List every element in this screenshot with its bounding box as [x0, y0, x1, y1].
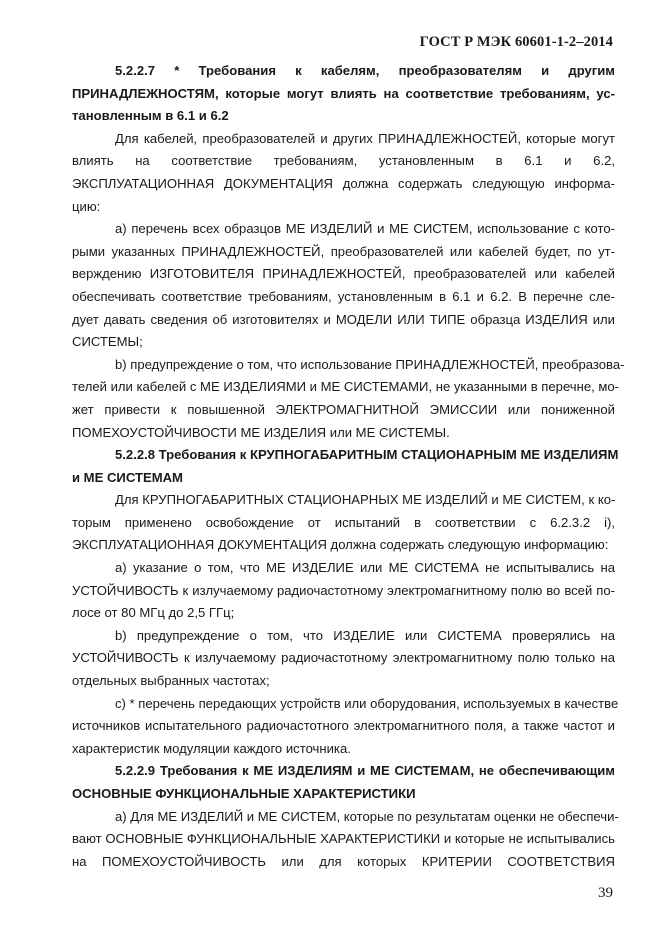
text-line: обеспечивать соответствие требованиям, установленным в 6.1 и 6.2. В перечне сле- — [72, 288, 615, 304]
paragraph — [72, 557, 615, 625]
text-line: телей или кабелей с МЕ ИЗДЕЛИЯМИ и МЕ СИСТЕМАМИ, не указанными в перечне, мо- — [72, 379, 620, 395]
text-line: дует давать сведения об изготовителях и МОДЕЛИ ИЛИ ТИПЕ образца ИЗДЕЛИЯ или — [72, 311, 615, 327]
text-line: цию: — [72, 198, 101, 214]
text-line: отдельных выбранных частотах; — [72, 673, 270, 689]
paragraph — [72, 354, 625, 444]
text-line: a) Для МЕ ИЗДЕЛИЙ и МЕ СИСТЕМ, которые по результатам оценки не обеспечи- — [115, 808, 619, 824]
text-line: 5.2.2.9 Требования к МЕ ИЗДЕЛИЯМ и МЕ СИСТЕМАМ, не обеспечивающим — [115, 763, 615, 779]
paragraph — [72, 625, 615, 693]
text-line: 5.2.2.8 Требования к КРУПНОГАБАРИТНЫМ СТАЦИОНАРНЫМ МЕ ИЗДЕЛИЯМ — [115, 447, 619, 463]
text-line: b) предупреждение о том, что использование ПРИНАДЛЕЖНОСТЕЙ, преобразова- — [115, 356, 625, 372]
text-line: b) предупреждение о том, что ИЗДЕЛИЕ или СИСТЕМА проверялись на — [115, 627, 615, 643]
text-line: УСТОЙЧИВОСТЬ к излучаемому радиочастотному электромагнитному полю во всей по- — [72, 582, 615, 598]
text-line: рыми указанных ПРИНАДЛЕЖНОСТЕЙ, преобразователей или кабелей будет, по ут- — [72, 243, 615, 259]
text-line: лосе от 80 МГц до 2,5 ГГц; — [72, 605, 235, 621]
text-line: верждению ИЗГОТОВИТЕЛЯ ПРИНАДЛЕЖНОСТЕЙ, преобразователей или кабелей — [72, 266, 615, 282]
paragraph — [72, 693, 619, 761]
text-line: жет привести к повышенной ЭЛЕКТРОМАГНИТНОЙ ЭМИССИИ или пониженной — [72, 401, 615, 417]
text-line: торым применено освобождение от испытаний в соответствии с 6.2.3.2 i), — [72, 514, 615, 530]
text-line: ПОМЕХОУСТОЙЧИВОСТИ МЕ ИЗДЕЛИЯ или МЕ СИСТЕМЫ. — [72, 424, 450, 440]
section-heading — [72, 60, 615, 128]
text-line: a) указание о том, что МЕ ИЗДЕЛИЕ или МЕ СИСТЕМА не испытывались на — [115, 560, 615, 576]
section-heading — [72, 444, 619, 489]
text-line: ОСНОВНЫЕ ФУНКЦИОНАЛЬНЫЕ ХАРАКТЕРИСТИКИ — [72, 786, 416, 801]
text-line: Для КРУПНОГАБАРИТНЫХ СТАЦИОНАРНЫХ МЕ ИЗДЕЛИЙ и МЕ СИСТЕМ, к ко- — [115, 492, 616, 508]
document-body — [72, 60, 625, 873]
text-line: ПРИНАДЛЕЖНОСТЯМ, которые могут влиять на соответствие требованиям, ус- — [72, 85, 615, 101]
text-line: 5.2.2.7 * Требования к кабелям, преобразователям и другим — [115, 63, 615, 78]
text-line: и МЕ СИСТЕМАМ — [72, 469, 183, 485]
text-line: СИСТЕМЫ; — [72, 334, 143, 350]
paragraph — [72, 128, 615, 218]
text-line: источников испытательного радиочастотного электромагнитного поля, а также частот и — [72, 718, 615, 734]
text-line: УСТОЙЧИВОСТЬ к излучаемому радиочастотному электромагнитному полю только на — [72, 650, 615, 666]
section-heading — [72, 760, 615, 805]
standard-header: ГОСТ Р МЭК 60601-1-2–2014 — [419, 34, 613, 50]
paragraph — [72, 806, 619, 874]
paragraph — [72, 218, 615, 354]
text-line: на ПОМЕХОУСТОЙЧИВОСТЬ или для которых КРИТЕРИИ СООТВЕТСТВИЯ — [72, 853, 615, 869]
page-number: 39 — [598, 885, 613, 901]
paragraph — [72, 489, 615, 557]
text-line: Для кабелей, преобразователей и других ПРИНАДЛЕЖНОСТЕЙ, которые могут — [115, 130, 615, 146]
text-line: c) * перечень передающих устройств или оборудования, используемых в качестве — [115, 695, 619, 711]
text-line: тановленным в 6.1 и 6.2 — [72, 108, 229, 124]
text-line: вают ОСНОВНЫЕ ФУНКЦИОНАЛЬНЫЕ ХАРАКТЕРИСТИКИ и которые не испытывались — [72, 831, 615, 847]
text-line: ЭКСПЛУАТАЦИОННАЯ ДОКУМЕНТАЦИЯ должна содержать следующую информа- — [72, 175, 615, 191]
text-line: характеристик модуляции каждого источника. — [72, 740, 351, 756]
text-line: ЭКСПЛУАТАЦИОННАЯ ДОКУМЕНТАЦИЯ должна содержать следующую информацию: — [72, 537, 609, 553]
text-line: влиять на соответствие требованиям, установленным в 6.1 и 6.2, — [72, 153, 615, 169]
text-line: a) перечень всех образцов МЕ ИЗДЕЛИЙ и МЕ СИСТЕМ, использование с кото- — [115, 221, 615, 237]
